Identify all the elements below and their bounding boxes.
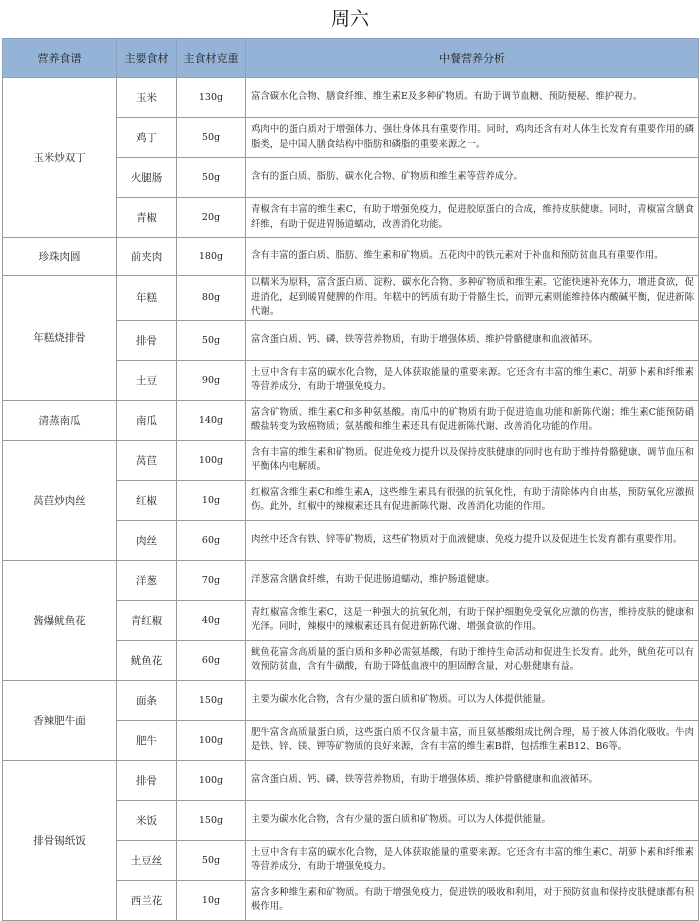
ingredient-weight: 50g — [177, 320, 246, 360]
ingredient-weight: 100g — [177, 760, 246, 800]
nutrition-analysis: 肥牛富含高质量蛋白质，这些蛋白质不仅含量丰富，而且氨基酸组成比例合理，易于被人体消化吸收。牛肉是铁、锌、镁、钾等矿物质的良好来源，含有丰富的维生素B群，包括维生素B12、B6等。 — [246, 720, 699, 760]
table-row — [3, 440, 699, 480]
dish-name: 清蒸南瓜 — [3, 400, 117, 440]
ingredient-name: 青红椒 — [117, 600, 177, 640]
ingredient-weight: 90g — [177, 360, 246, 400]
dish-name: 莴苣炒肉丝 — [3, 440, 117, 560]
nutrition-analysis: 洋葱富含膳食纤维，有助于促进肠道蠕动，维护肠道健康。 — [246, 560, 699, 600]
nutrition-analysis: 鱿鱼花富含高质量的蛋白质和多种必需氨基酸，有助于维持生命活动和促进生长发育。此外，鱿鱼花可以有效预防贫血，含有牛磺酸，有助于降低血液中的胆固醇含量，对心脏健康有益。 — [246, 640, 699, 680]
ingredient-weight: 50g — [177, 158, 246, 198]
nutrition-table — [2, 38, 699, 921]
ingredient-weight: 10g — [177, 480, 246, 520]
table-row — [3, 680, 699, 720]
ingredient-name: 面条 — [117, 680, 177, 720]
ingredient-name: 火腿肠 — [117, 158, 177, 198]
ingredient-weight: 20g — [177, 198, 246, 238]
dish-name: 珍珠肉圆 — [3, 238, 117, 276]
ingredient-name: 前夹肉 — [117, 238, 177, 276]
ingredient-name: 南瓜 — [117, 400, 177, 440]
dish-name: 香辣肥牛面 — [3, 680, 117, 760]
nutrition-analysis: 含有的蛋白质、脂肪、碳水化合物、矿物质和维生素等营养成分。 — [246, 158, 699, 198]
nutrition-analysis: 以糯米为原料，富含蛋白质、淀粉、碳水化合物、多种矿物质和维生素。它能快速补充体力，增进食欲，促进消化，起到暖胃健脾的作用。年糕中的钙质有助于骨骼生长，而钾元素则能维持体内酸碱平衡，促进新陈代谢。 — [246, 276, 699, 321]
ingredient-name: 土豆 — [117, 360, 177, 400]
header-ingredient: 主要食材 — [117, 39, 177, 78]
dish-name: 年糕烧排骨 — [3, 276, 117, 401]
ingredient-weight: 50g — [177, 118, 246, 158]
table-row — [3, 560, 699, 600]
table-row — [3, 276, 699, 321]
ingredient-name: 鱿鱼花 — [117, 640, 177, 680]
table-body — [3, 78, 699, 921]
ingredient-name: 玉米 — [117, 78, 177, 118]
table-row — [3, 238, 699, 276]
ingredient-weight: 180g — [177, 238, 246, 276]
nutrition-analysis: 富含矿物质、维生素C和多种氨基酸。南瓜中的矿物质有助于促进造血功能和新陈代谢；维生素C能预防硝酸盐转变为致癌物质；氨基酸和维生素还具有促进新陈代谢、改善消化功能的作用。 — [246, 400, 699, 440]
ingredient-weight: 100g — [177, 720, 246, 760]
ingredient-name: 红椒 — [117, 480, 177, 520]
nutrition-analysis: 土豆中含有丰富的碳水化合物，是人体获取能量的重要来源。它还含有丰富的维生素C、胡萝卜素和纤维素等营养成分，有助于增强免疫力。 — [246, 360, 699, 400]
header-weight: 主食材克重 — [177, 39, 246, 78]
ingredient-weight: 60g — [177, 640, 246, 680]
ingredient-weight: 150g — [177, 800, 246, 840]
ingredient-weight: 100g — [177, 440, 246, 480]
ingredient-name: 肥牛 — [117, 720, 177, 760]
header-recipe: 营养食谱 — [3, 39, 117, 78]
dish-name: 玉米炒双丁 — [3, 78, 117, 238]
nutrition-analysis: 青椒含有丰富的维生素C，有助于增强免疫力，促进胶原蛋白的合成，维持皮肤健康。同时，青椒富含膳食纤维，有助于促进胃肠道蠕动，改善消化功能。 — [246, 198, 699, 238]
ingredient-weight: 130g — [177, 78, 246, 118]
ingredient-name: 青椒 — [117, 198, 177, 238]
dish-name: 酱爆鱿鱼花 — [3, 560, 117, 680]
ingredient-name: 排骨 — [117, 320, 177, 360]
nutrition-analysis: 含有丰富的蛋白质、脂肪、维生素和矿物质。五花肉中的铁元素对于补血和预防贫血具有重要作用。 — [246, 238, 699, 276]
dish-name: 排骨锡纸饭 — [3, 760, 117, 920]
nutrition-analysis: 土豆中含有丰富的碳水化合物，是人体获取能量的重要来源。它还含有丰富的维生素C、胡萝卜素和纤维素等营养成分，有助于增强免疫力。 — [246, 840, 699, 880]
nutrition-analysis: 主要为碳水化合物，含有少量的蛋白质和矿物质。可以为人体提供能量。 — [246, 800, 699, 840]
ingredient-weight: 50g — [177, 840, 246, 880]
ingredient-weight: 60g — [177, 520, 246, 560]
table-row — [3, 400, 699, 440]
table-row — [3, 78, 699, 118]
ingredient-name: 土豆丝 — [117, 840, 177, 880]
nutrition-analysis: 富含蛋白质、钙、磷、铁等营养物质，有助于增强体质、维护骨骼健康和血液循环。 — [246, 320, 699, 360]
table-header-row — [3, 39, 699, 78]
nutrition-analysis: 含有丰富的维生素和矿物质。促进免疫力提升以及保持皮肤健康的同时也有助于维持骨骼健康、调节血压和平衡体内电解质。 — [246, 440, 699, 480]
ingredient-name: 米饭 — [117, 800, 177, 840]
ingredient-weight: 140g — [177, 400, 246, 440]
ingredient-name: 洋葱 — [117, 560, 177, 600]
ingredient-weight: 80g — [177, 276, 246, 321]
nutrition-analysis: 富含碳水化合物、膳食纤维、维生素E及多种矿物质。有助于调节血糖、预防便秘、维护视力。 — [246, 78, 699, 118]
ingredient-name: 莴苣 — [117, 440, 177, 480]
nutrition-analysis: 肉丝中还含有铁、锌等矿物质，这些矿物质对于血液健康、免疫力提升以及促进生长发育都有重要作用。 — [246, 520, 699, 560]
nutrition-analysis: 青红椒富含维生素C，这是一种强大的抗氧化剂，有助于保护细胞免受氧化应激的伤害，维持皮肤的健康和光泽。同时，辣椒中的辣椒素还具有促进新陈代谢、增强食欲的作用。 — [246, 600, 699, 640]
nutrition-analysis: 鸡肉中的蛋白质对于增强体力、强壮身体具有重要作用。同时，鸡肉还含有对人体生长发育有重要作用的磷脂类，是中国人膳食结构中脂肪和磷脂的重要来源之一。 — [246, 118, 699, 158]
nutrition-analysis: 富含多种维生素和矿物质。有助于增强免疫力，促进铁的吸收和利用，对于预防贫血和保持皮肤健康都有积极作用。 — [246, 880, 699, 920]
table-row — [3, 760, 699, 800]
ingredient-name: 排骨 — [117, 760, 177, 800]
nutrition-analysis: 红椒富含维生素C和维生素A，这些维生素具有很强的抗氧化性，有助于清除体内自由基，预防氧化应激损伤。此外，红椒中的辣椒素还具有促进新陈代谢、改善消化功能的作用。 — [246, 480, 699, 520]
ingredient-weight: 10g — [177, 880, 246, 920]
ingredient-name: 鸡丁 — [117, 118, 177, 158]
ingredient-name: 西兰花 — [117, 880, 177, 920]
ingredient-weight: 150g — [177, 680, 246, 720]
ingredient-name: 年糕 — [117, 276, 177, 321]
ingredient-name: 肉丝 — [117, 520, 177, 560]
ingredient-weight: 40g — [177, 600, 246, 640]
nutrition-analysis: 主要为碳水化合物，含有少量的蛋白质和矿物质。可以为人体提供能量。 — [246, 680, 699, 720]
page-title: 周六 — [330, 8, 369, 30]
ingredient-weight: 70g — [177, 560, 246, 600]
header-analysis: 中餐营养分析 — [246, 39, 699, 78]
nutrition-analysis: 富含蛋白质、钙、磷、铁等营养物质，有助于增强体质、维护骨骼健康和血液循环。 — [246, 760, 699, 800]
